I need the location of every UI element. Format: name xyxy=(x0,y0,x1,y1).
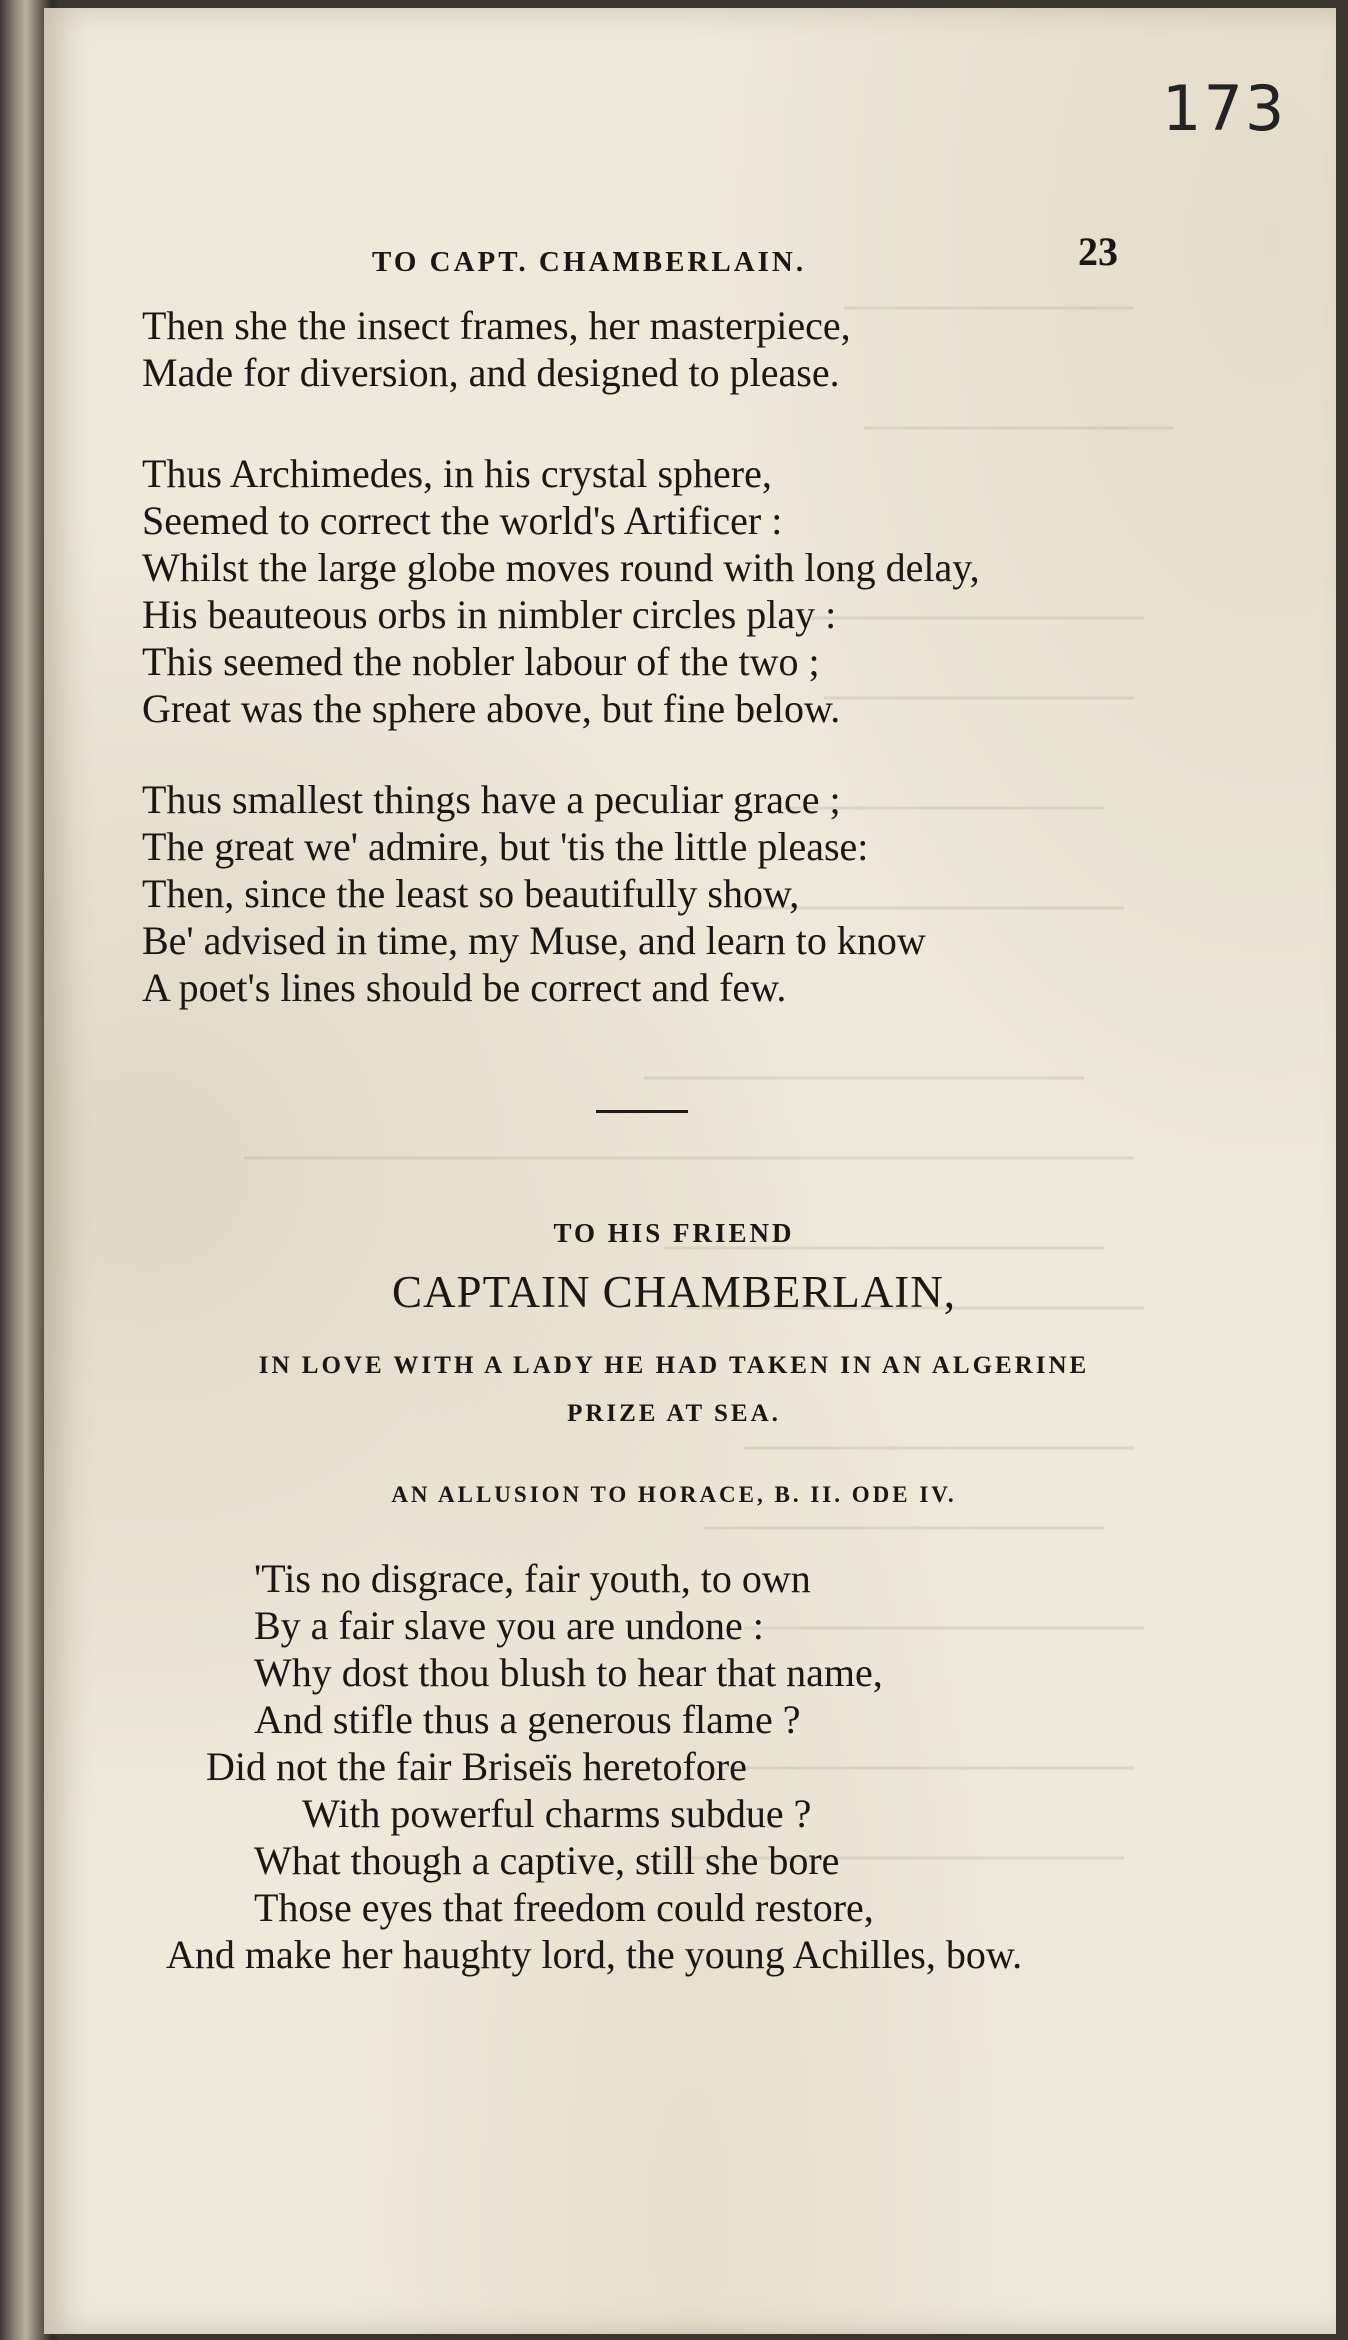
poem-subtitle-line-1: IN LOVE WITH A LADY HE HAD TAKEN IN AN ALGERINE xyxy=(258,1352,1090,1379)
poem-heading-small: TO HIS FRIEND xyxy=(553,1218,795,1248)
verse-line: 'Tis no disgrace, fair youth, to own xyxy=(254,1556,811,1601)
verse-line: Then, since the least so beautifully show, xyxy=(142,871,800,916)
page-number: 23 xyxy=(1078,229,1118,274)
poem1-stanza-3 xyxy=(142,776,926,1011)
verse-line: The great we' admire, but 'tis the little please: xyxy=(142,824,869,869)
verse-line: Those eyes that freedom could restore, xyxy=(254,1885,874,1930)
verse-line: Great was the sphere above, but fine below. xyxy=(142,686,841,731)
verse-line: Did not the fair Briseïs heretofore xyxy=(206,1744,747,1789)
verse-line: Made for diversion, and designed to please. xyxy=(142,350,840,395)
poem-heading-large: CAPTAIN CHAMBERLAIN, xyxy=(392,1267,956,1317)
running-head-title: TO CAPT. CHAMBERLAIN. xyxy=(372,246,807,278)
verse-line: And make her haughty lord, the young Achilles, bow. xyxy=(166,1932,1023,1977)
verse-line: This seemed the nobler labour of the two ; xyxy=(142,639,820,684)
verse-line: By a fair slave you are undone : xyxy=(254,1603,764,1648)
running-head xyxy=(0,228,1348,288)
poem1-stanza-2 xyxy=(142,450,980,732)
verse-line: Then she the insect frames, her masterpiece, xyxy=(142,303,851,348)
verse-line: A poet's lines should be correct and few. xyxy=(142,965,787,1010)
verse-line: Thus Archimedes, in his crystal sphere, xyxy=(142,451,772,496)
verse-line: His beauteous orbs in nimbler circles play : xyxy=(142,592,837,637)
verse-line: With powerful charms subdue ? xyxy=(302,1791,812,1836)
verse-line: And stifle thus a generous flame ? xyxy=(254,1697,801,1742)
section-divider-rule xyxy=(596,1110,688,1113)
verse-line: Why dost thou blush to hear that name, xyxy=(254,1650,883,1695)
verse-line: What though a captive, still she bore xyxy=(254,1838,840,1883)
handwritten-folio-number: 173 xyxy=(1162,72,1287,145)
poem2-body xyxy=(0,1555,1348,1978)
poem-allusion: AN ALLUSION TO HORACE, B. II. ODE IV. xyxy=(391,1482,957,1507)
poem-subtitle-line-2: PRIZE AT SEA. xyxy=(567,1400,781,1427)
verse-line: Seemed to correct the world's Artificer : xyxy=(142,498,783,543)
poem1-stanza-1 xyxy=(142,302,851,396)
verse-line: Thus smallest things have a peculiar grace ; xyxy=(142,777,841,822)
verse-line: Be' advised in time, my Muse, and learn to know xyxy=(142,918,926,963)
verse-line: Whilst the large globe moves round with long delay, xyxy=(142,545,980,590)
